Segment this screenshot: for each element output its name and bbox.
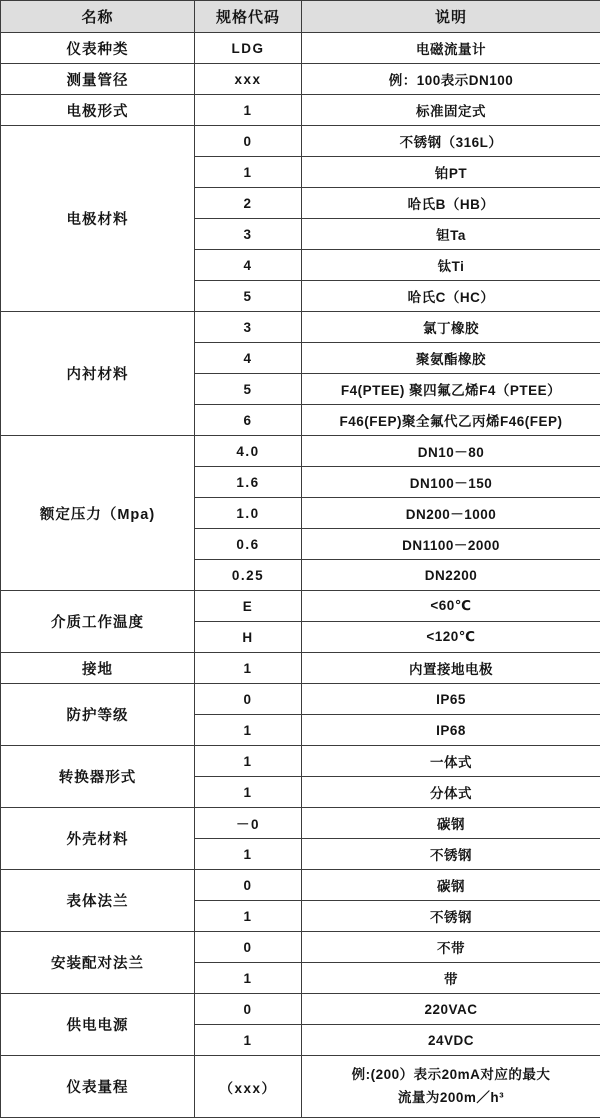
table-row: [1, 808, 600, 839]
spec-code-cell: H: [195, 622, 302, 653]
spec-description-cell: DN100－150: [302, 467, 600, 498]
spec-description-cell: F4(PTEE) 聚四氟乙烯F4（PTEE）: [302, 374, 600, 405]
table-row: [1, 870, 600, 901]
spec-code-cell: xxx: [195, 64, 302, 95]
spec-description-cell: 不锈钢（316L）: [302, 126, 600, 157]
spec-description-cell: 碳钢: [302, 870, 600, 901]
row-group-name: 防护等级: [1, 684, 195, 746]
spec-description-cell: 钽Ta: [302, 219, 600, 250]
spec-code-cell: 3: [195, 312, 302, 343]
spec-code-cell: 5: [195, 281, 302, 312]
header-cell-name: 名称: [1, 1, 195, 33]
header-cell-code: 规格代码: [195, 1, 302, 33]
spec-description-cell: 不锈钢: [302, 901, 600, 932]
spec-code-cell: 0: [195, 126, 302, 157]
row-group-name: 供电电源: [1, 994, 195, 1056]
table-row: [1, 1056, 600, 1118]
spec-description-cell: 不带: [302, 932, 600, 963]
spec-description-cell: 电磁流量计: [302, 33, 600, 64]
row-group-name: 转换器形式: [1, 746, 195, 808]
spec-description-cell: DN1100－2000: [302, 529, 600, 560]
spec-code-cell: 4: [195, 343, 302, 374]
spec-code-cell: 0.25: [195, 560, 302, 591]
spec-description-cell: 氯丁橡胶: [302, 312, 600, 343]
spec-description-cell: 分体式: [302, 777, 600, 808]
table-row: [1, 746, 600, 777]
spec-description-cell: 钛Ti: [302, 250, 600, 281]
spec-description-cell: IP68: [302, 715, 600, 746]
table-row: [1, 684, 600, 715]
table-header: [1, 1, 600, 33]
spec-code-cell: E: [195, 591, 302, 622]
spec-code-cell: 3: [195, 219, 302, 250]
spec-code-cell: 1: [195, 653, 302, 684]
spec-code-cell: LDG: [195, 33, 302, 64]
row-group-name: 外壳材料: [1, 808, 195, 870]
row-group-name: 接地: [1, 653, 195, 684]
spec-description-cell: 内置接地电极: [302, 653, 600, 684]
spec-code-cell: 1: [195, 963, 302, 994]
row-group-name: 电极材料: [1, 126, 195, 312]
spec-description-cell: IP65: [302, 684, 600, 715]
row-group-name: 安装配对法兰: [1, 932, 195, 994]
spec-description-cell: 碳钢: [302, 808, 600, 839]
spec-code-cell: 0: [195, 994, 302, 1025]
table-row: [1, 436, 600, 467]
spec-code-cell: 1: [195, 95, 302, 126]
spec-description-cell: 220VAC: [302, 994, 600, 1025]
spec-description-cell: 例：100表示DN100: [302, 64, 600, 95]
spec-code-cell: 1: [195, 777, 302, 808]
row-group-name: 仪表种类: [1, 33, 195, 64]
spec-description-cell: <120℃: [302, 622, 600, 653]
spec-description-cell: DN10－80: [302, 436, 600, 467]
row-group-name: 表体法兰: [1, 870, 195, 932]
spec-code-cell: 0: [195, 932, 302, 963]
row-group-name: 内衬材料: [1, 312, 195, 436]
table-row: [1, 126, 600, 157]
spec-description-cell: F46(FEP)聚全氟代乙丙烯F46(FEP): [302, 405, 600, 436]
spec-code-cell: （xxx）: [195, 1056, 302, 1118]
spec-description-cell: 哈氏C（HC）: [302, 281, 600, 312]
spec-code-cell: 0: [195, 870, 302, 901]
row-group-name: 仪表量程: [1, 1056, 195, 1118]
spec-description-cell: 哈氏B（HB）: [302, 188, 600, 219]
spec-code-cell: 1: [195, 901, 302, 932]
table-row: [1, 312, 600, 343]
table-row: [1, 591, 600, 622]
spec-code-cell: 1.6: [195, 467, 302, 498]
spec-code-cell: －0: [195, 808, 302, 839]
spec-code-cell: 1: [195, 1025, 302, 1056]
header-row: [1, 1, 600, 33]
spec-code-cell: 4.0: [195, 436, 302, 467]
spec-code-cell: 0.6: [195, 529, 302, 560]
spec-description-cell: 铂PT: [302, 157, 600, 188]
spec-description-cell: 例:(200）表示20mA对应的最大 流量为200m／h³: [302, 1056, 600, 1118]
row-group-name: 介质工作温度: [1, 591, 195, 653]
spec-code-cell: 1: [195, 839, 302, 870]
spec-description-cell: 一体式: [302, 746, 600, 777]
spec-description-cell: 聚氨酯橡胶: [302, 343, 600, 374]
spec-code-cell: 4: [195, 250, 302, 281]
spec-code-cell: 1: [195, 157, 302, 188]
spec-description-cell: DN2200: [302, 560, 600, 591]
table-row: [1, 64, 600, 95]
spec-code-cell: 2: [195, 188, 302, 219]
header-cell-desc: 说明: [302, 1, 600, 33]
spec-code-cell: 5: [195, 374, 302, 405]
table-row: [1, 33, 600, 64]
spec-description-cell: 标准固定式: [302, 95, 600, 126]
spec-description-cell: 24VDC: [302, 1025, 600, 1056]
spec-code-cell: 0: [195, 684, 302, 715]
spec-description-cell: <60℃: [302, 591, 600, 622]
spec-code-cell: 1.0: [195, 498, 302, 529]
row-group-name: 额定压力（Mpa): [1, 436, 195, 591]
spec-code-cell: 1: [195, 715, 302, 746]
row-group-name: 电极形式: [1, 95, 195, 126]
row-group-name: 测量管径: [1, 64, 195, 95]
table-body: [1, 33, 600, 1118]
spec-description-cell: DN200－1000: [302, 498, 600, 529]
table-row: [1, 653, 600, 684]
spec-description-cell: 不锈钢: [302, 839, 600, 870]
table-row: [1, 994, 600, 1025]
table-row: [1, 932, 600, 963]
spec-code-cell: 1: [195, 746, 302, 777]
spec-description-cell: 带: [302, 963, 600, 994]
spec-code-cell: 6: [195, 405, 302, 436]
table-row: [1, 95, 600, 126]
